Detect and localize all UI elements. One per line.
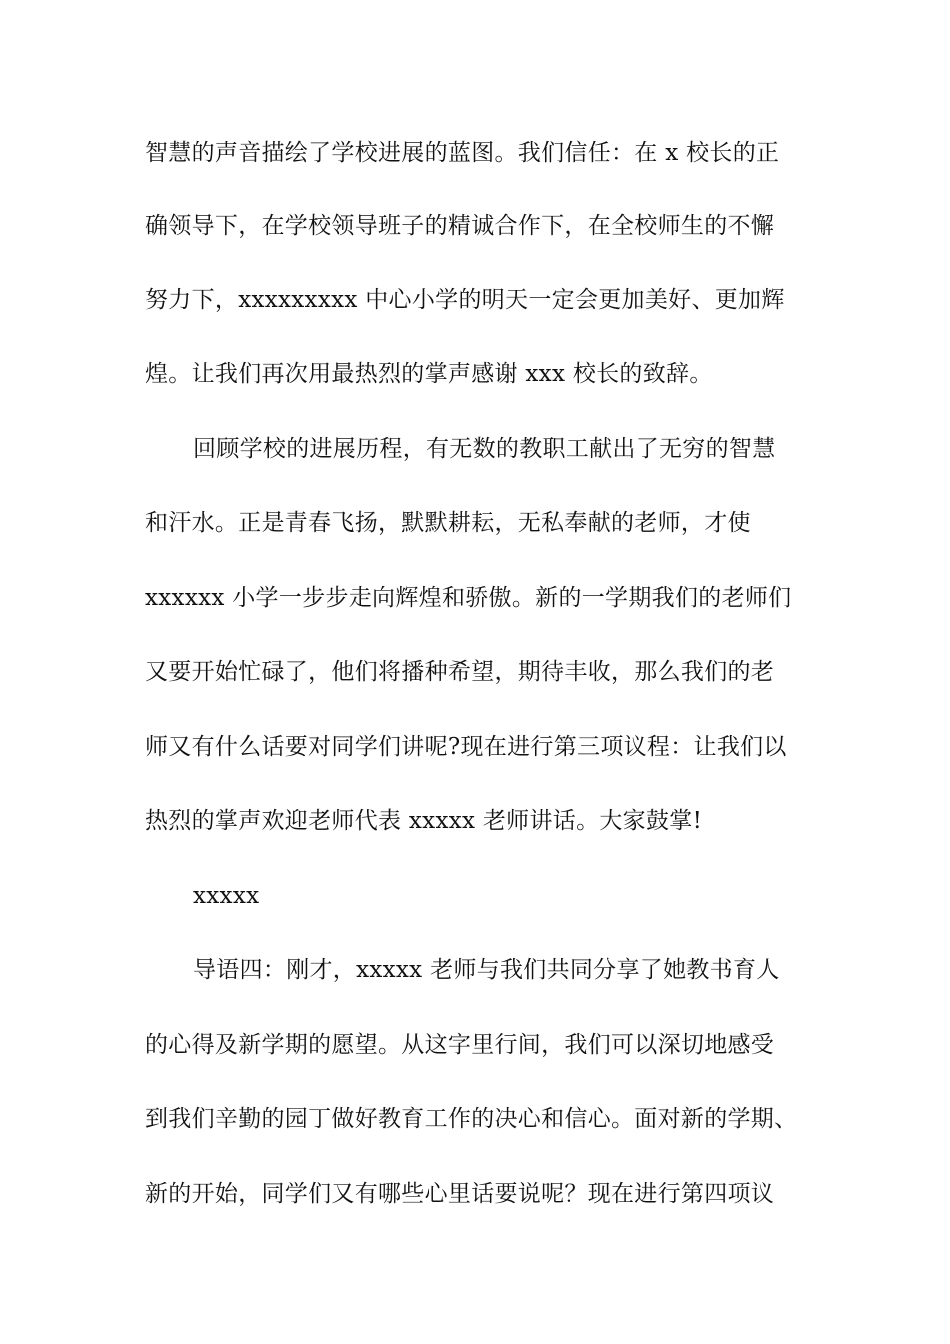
text-line: xxxxxx 小学一步步走向辉煌和骄傲。新的一学期我们的老师们 (145, 585, 792, 611)
speaker-name-line: xxxxx (193, 883, 260, 909)
text-line: 新的开始，同学们又有哪些心里话要说呢？现在进行第四项议 (145, 1181, 775, 1207)
text-line: 和汗水。正是青春飞扬，默默耕耘，无私奉献的老师，才使 (145, 510, 751, 536)
text-line: 到我们辛勤的园丁做好教育工作的决心和信心。面对新的学期、 (145, 1106, 798, 1132)
text-line: 确领导下，在学校领导班子的精诚合作下，在全校师生的不懈 (145, 213, 775, 239)
text-line: 努力下，xxxxxxxxx 中心小学的明天一定会更加美好、更加辉 (145, 287, 785, 313)
text-line: 师又有什么话要对同学们讲呢?现在进行第三项议程：让我们以 (145, 734, 787, 760)
paragraph-start-line: 导语四：刚才，xxxxx 老师与我们共同分享了她教书育人 (193, 957, 780, 983)
text-line: 热烈的掌声欢迎老师代表 xxxxx 老师讲话。大家鼓掌! (145, 808, 703, 834)
text-line: 煌。让我们再次用最热烈的掌声感谢 xxx 校长的致辞。 (145, 361, 713, 387)
text-line: 的心得及新学期的愿望。从这字里行间，我们可以深切地感受 (145, 1032, 775, 1058)
text-line: 智慧的声音描绘了学校进展的蓝图。我们信任：在 x 校长的正 (145, 140, 780, 166)
paragraph-start-line: 回顾学校的进展历程，有无数的教职工献出了无穷的智慧 (193, 436, 776, 462)
text-line: 又要开始忙碌了，他们将播种希望，期待丰收，那么我们的老 (145, 659, 775, 685)
